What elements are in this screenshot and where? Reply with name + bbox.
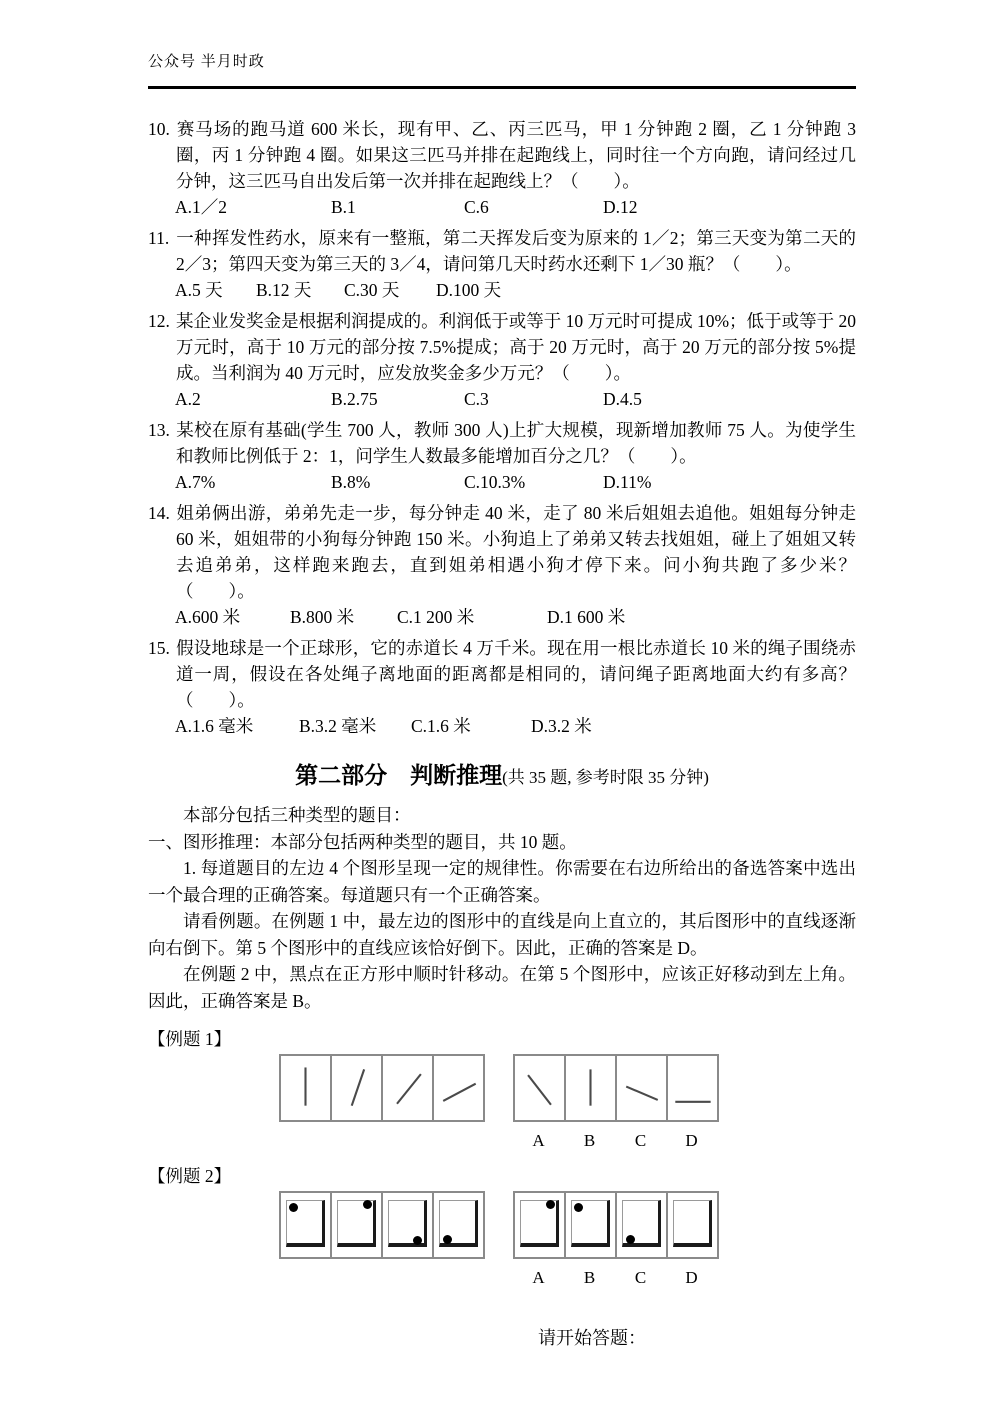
down-diagonal-figure-cell [515,1056,564,1120]
option-label: B.800 米 [290,607,355,627]
example1-sequence-group [279,1054,485,1122]
dot-bottom-left-figure-cell [432,1193,483,1257]
question-number: 14. [148,503,170,523]
answer-option-letter: C [634,1131,647,1150]
answer-option-letter: D [685,1131,698,1150]
intro-paragraph: 请看例题。在例题 1 中，最左边的图形中的直线是向上直立的，其后图形中的直线逐渐向右倒下。第 5 个图形中的直线应该恰好倒下。因此，正确的答案是 D。 [148,911,856,958]
option-label: A.5 天 [175,280,223,300]
option-label: C.6 [464,197,489,217]
question-options [148,277,856,303]
option-label: A.600 米 [175,607,241,627]
dot-bottom-right-figure-cell [381,1193,432,1257]
question [148,417,856,495]
answer-option-letter: A [532,1131,545,1150]
option-label: C.1 200 米 [397,607,475,627]
option-label: D.1 600 米 [547,607,626,627]
option-label: A.7% [175,472,216,492]
intro-paragraph: 在例题 2 中，黑点在正方形中顺时针移动。在第 5 个图形中，应该正好移动到左上角。因此，正确答案是 B。 [148,964,856,1011]
question-options [148,713,856,739]
intro-paragraph: 1. 每道题目的左边 4 个图形呈现一定的规律性。你需要在右边所给出的备选答案中选出一个最合理的正确答案。每道题只有一个正确答案。 [148,858,856,905]
black-dot [363,1200,372,1209]
question [148,308,856,412]
black-dot [546,1200,555,1209]
vertical-line-figure-cell [564,1056,615,1120]
question [148,500,856,630]
page-content [148,0,856,1350]
option-label: D.4.5 [603,389,642,409]
black-dot [289,1203,298,1212]
dot-top-right-figure-cell [330,1193,381,1257]
header-rule [148,86,856,89]
question-body: 某校在原有基础(学生 700 人，教师 300 人)上扩大规模，现新增加教师 75 人。为使学生和教师比例低于 2：1，问学生人数最多能增加百分之几？（ ）。 [176,420,856,466]
steep-right-tilt-figure-cell [330,1056,381,1120]
shallow-down-tilt-figure-cell [615,1056,666,1120]
option-label: A.1／2 [175,197,228,217]
answer-option-letter: C [634,1268,647,1287]
black-dot [413,1236,422,1245]
start-answer-prompt: 请开始答题： [538,1328,646,1348]
empty-figure-cell [666,1193,717,1257]
example2-sequence-group [279,1191,485,1259]
question-body: 假设地球是一个正球形，它的赤道长 4 万千米。现在用一根比赤道长 10 米的绳子围绕赤道一周，假设在各处绳子离地面的距离都是相同的，请问绳子距离地面大约有多高？（ ）。 [176,638,856,710]
example1-answer-labels [513,1131,856,1151]
black-dot [626,1235,635,1244]
question-text [148,417,856,469]
option-label: A.2 [175,389,201,409]
option-label: C.30 天 [344,280,400,300]
vertical-line-figure-cell [281,1056,330,1120]
brand-header: 公众号 半月时政 [148,54,265,70]
example2-figure [279,1191,856,1259]
option-label: B.3.2 毫米 [299,716,377,736]
section-intro [148,802,856,1014]
answer-option-letter: D [685,1268,698,1287]
option-label: D.100 天 [436,280,502,300]
question-body: 赛马场的跑马道 600 米长，现有甲、乙、丙三匹马，甲 1 分钟跑 2 圈，乙 1 分钟跑 3 圈，丙 1 分钟跑 4 圈。如果这三匹马并排在起跑线上，同时往一个方向跑，请问经过几分钟，这三匹马自出发后第一次并排在起跑线上？（ ）。 [176,119,856,191]
question-options [148,194,856,220]
dot-bottom-left-figure-cell [615,1193,666,1257]
option-label: B.1 [331,197,356,217]
answer-option-letter: B [583,1268,596,1287]
question-options [148,469,856,495]
question-text [148,225,856,277]
shallow-right-tilt-figure-cell [432,1056,483,1120]
question [148,635,856,739]
option-label: C.1.6 米 [411,716,471,736]
option-label: B.12 天 [256,280,312,300]
question-options [148,386,856,412]
option-label: B.8% [331,472,371,492]
intro-note: 本部分包括三种类型的题目： [183,805,411,825]
example1-figure [279,1054,856,1122]
option-label: D.3.2 米 [531,716,592,736]
question-options [148,604,856,630]
inner-square [673,1200,712,1247]
example2-answer-labels [513,1268,856,1288]
option-label: D.12 [603,197,638,217]
question [148,116,856,220]
question-body: 姐弟俩出游，弟弟先走一步，每分钟走 40 米，走了 80 米后姐姐去追他。姐姐每分钟走 60 米，姐姐带的小狗每分钟跑 150 米。小狗追上了弟弟又转去找姐姐，碰上了姐姐又转去追弟弟，这样跑来跑去，直到姐弟相遇小狗才停下来。问小狗共跑了多少米？（ ）。 [176,503,856,601]
example1-options-group [513,1054,719,1122]
horizontal-line-figure-cell [666,1056,717,1120]
question-text [148,308,856,386]
option-label: A.1.6 毫米 [175,716,254,736]
diagonal-45-figure-cell [381,1056,432,1120]
section-title [148,757,856,790]
question-text [148,635,856,713]
example2-options-group [513,1191,719,1259]
answer-option-letter: A [532,1268,545,1287]
section-title-text: 第二部分 判断推理 [295,763,503,788]
dot-top-left-figure-cell [281,1193,330,1257]
question-number: 15. [148,638,170,658]
question-number: 13. [148,420,170,440]
example2-label: 【例题 2】 [148,1166,232,1186]
question-text [148,500,856,604]
section-title-meta: (共 35 题, 参考时限 35 分钟) [502,768,709,787]
question-list [148,116,856,739]
question-body: 某企业发奖金是根据利润提成的。利润低于或等于 10 万元时可提成 10%；低于或等于 20 万元时，高于 10 万元的部分按 7.5%提成；高于 20 万元时，高于 20 万元的部分按 5%提成。当利润为 40 万元时，应发放奖金多少万元？（ ）。 [176,311,856,383]
question-number: 12. [148,311,170,331]
question-number: 10. [148,119,170,139]
intro-type-heading: 一、图形推理：本部分包括两种类型的题目，共 10 题。 [148,831,577,852]
option-label: B.2.75 [331,389,378,409]
question-body: 一种挥发性药水，原来有一整瓶，第二天挥发后变为原来的 1／2；第三天变为第二天的 2／3；第四天变为第三天的 3／4，请问第几天时药水还剩下 1／30 瓶？（ ）。 [176,228,856,274]
black-dot [443,1235,452,1244]
question-number: 11. [148,228,170,248]
dot-top-right-figure-cell [515,1193,564,1257]
option-label: C.10.3% [464,472,526,492]
option-label: C.3 [464,389,489,409]
black-dot [574,1203,583,1212]
question-text [148,116,856,194]
example1-label: 【例题 1】 [148,1029,232,1049]
question [148,225,856,303]
dot-top-left-figure-cell [564,1193,615,1257]
option-label: D.11% [603,472,652,492]
answer-option-letter: B [583,1131,596,1150]
intro-paragraphs [148,855,856,1014]
